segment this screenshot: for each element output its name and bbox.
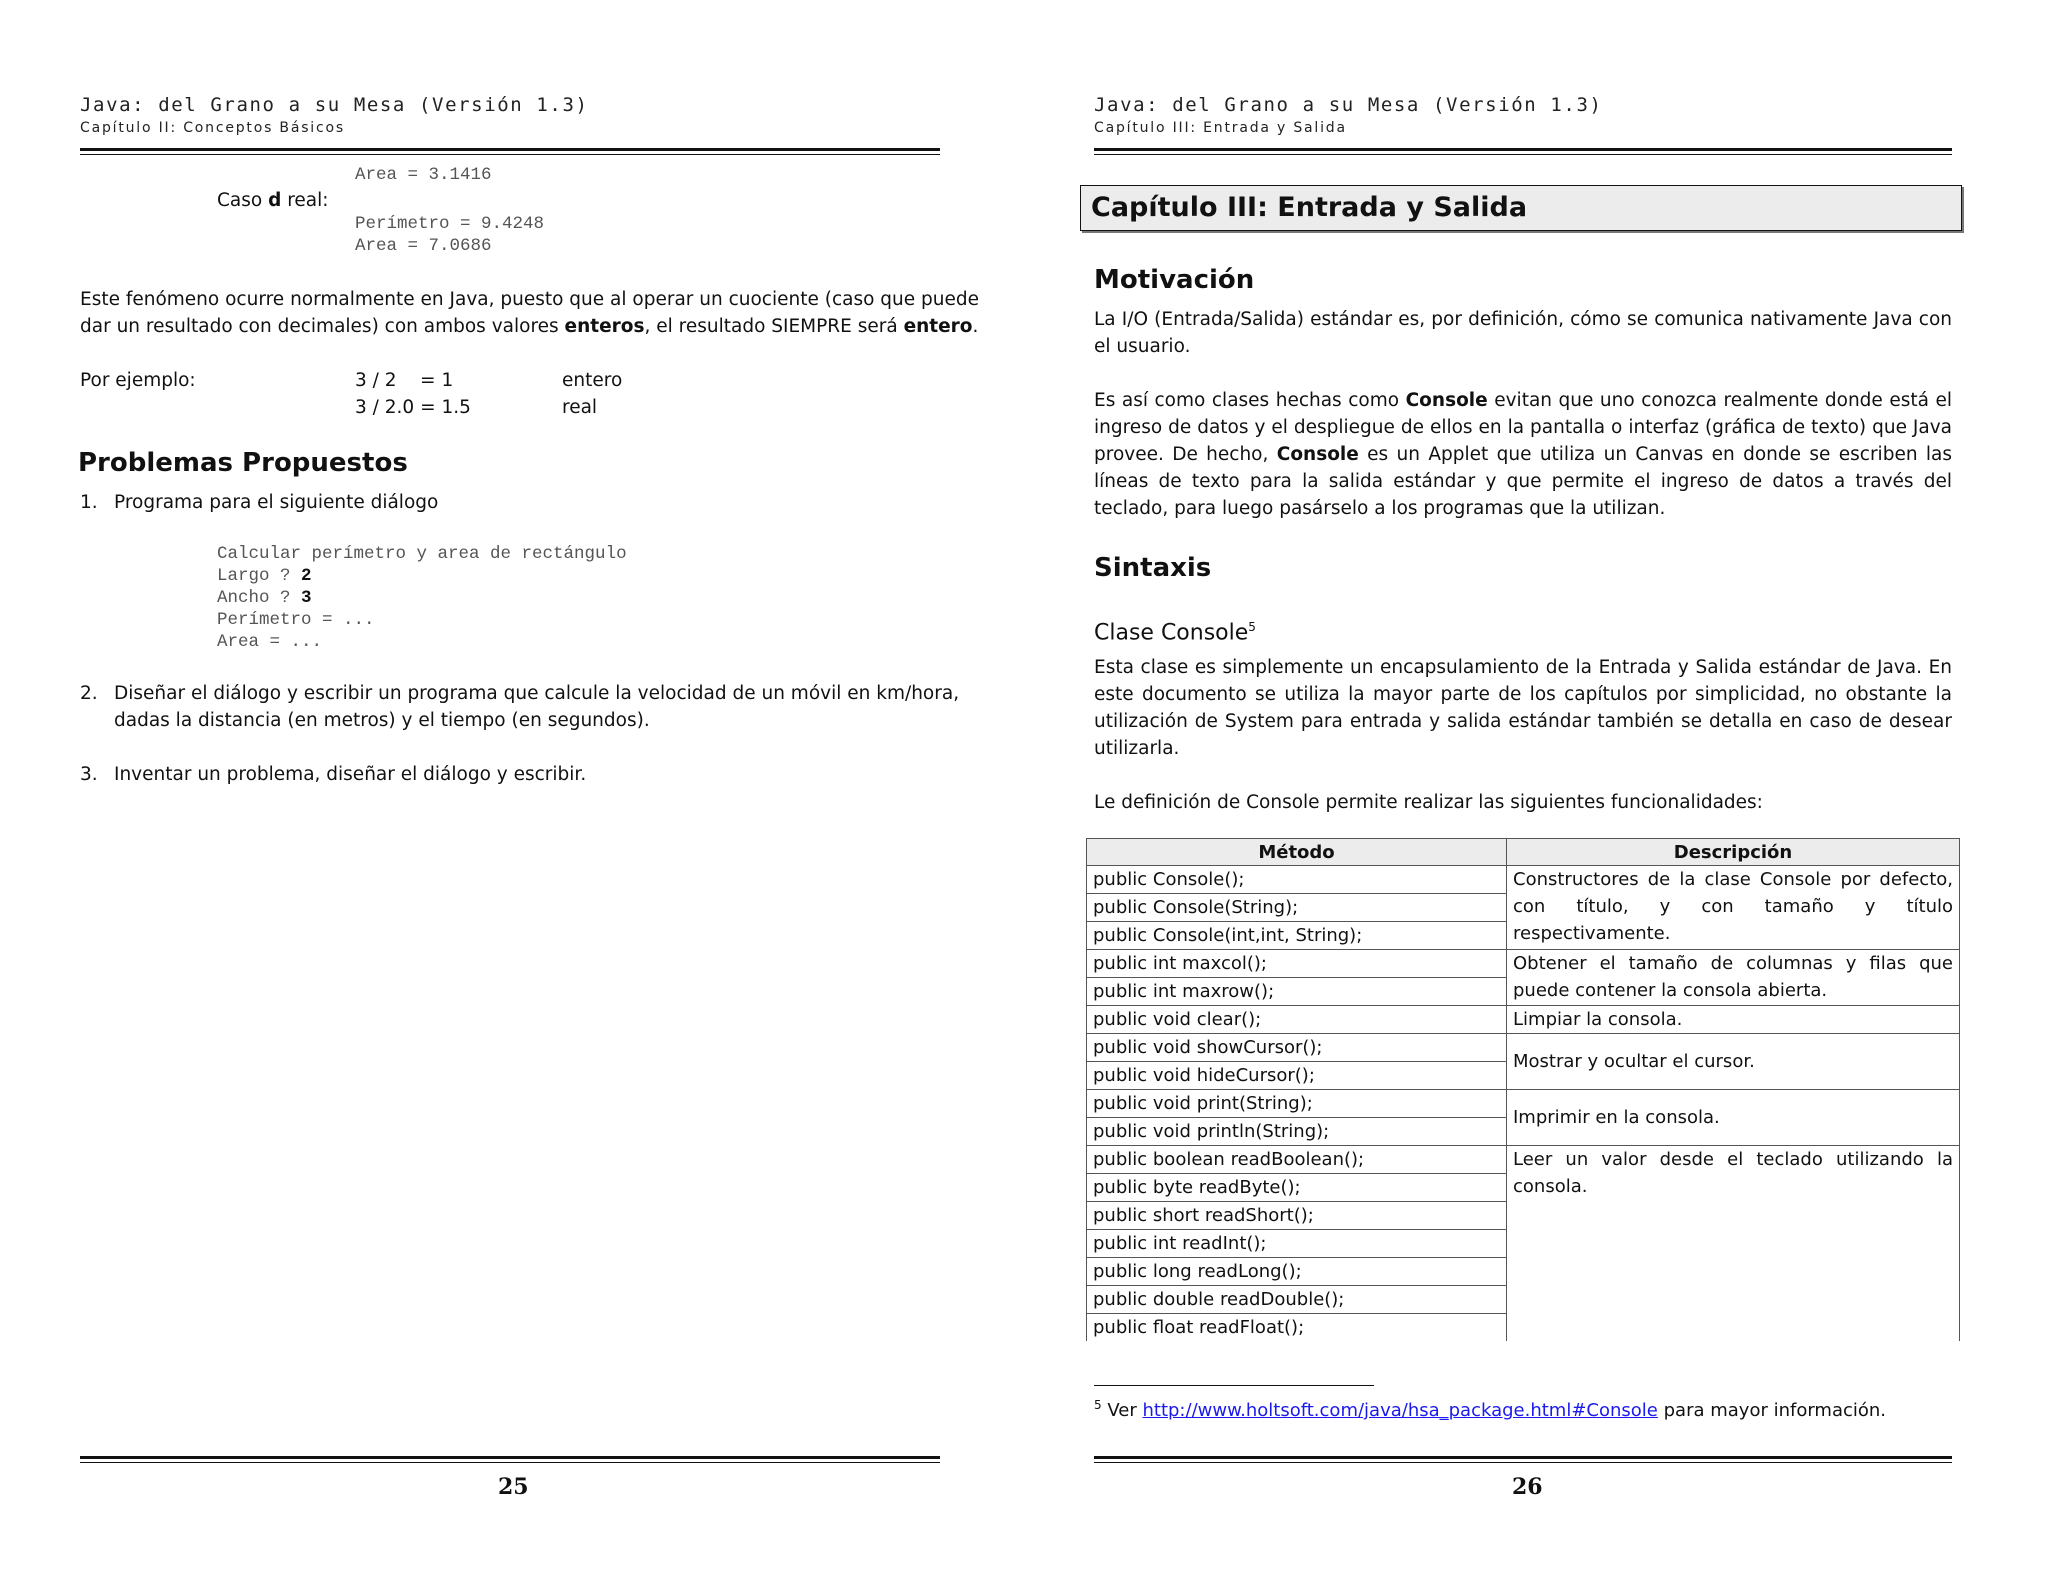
- method-cell: public void clear();: [1087, 1006, 1507, 1034]
- dialog-line-4: Perímetro = ...: [217, 610, 375, 630]
- method-cell: public int maxcol();: [1087, 950, 1507, 978]
- method-cell: public boolean readBoolean();: [1087, 1146, 1507, 1174]
- method-cell: public void println(String);: [1087, 1118, 1507, 1146]
- subheading-clase-console: Clase Console$^5$: [1094, 620, 1256, 646]
- description-cell: Limpiar la consola.: [1507, 1006, 1960, 1034]
- item-1-text: Programa para el siguiente diálogo: [114, 492, 439, 513]
- heading-sintaxis: Sintaxis: [1094, 553, 1212, 583]
- dialog-line-2: Largo ? 2: [217, 566, 312, 586]
- chapter-title-box: [1080, 185, 1962, 231]
- dialog-line-5: Area = ...: [217, 632, 323, 652]
- running-header-chapter: Capítulo II: Conceptos Básicos: [80, 120, 345, 136]
- paragraph-line-1: Este fenómeno ocurre normalmente en Java, puesto que al operar un cuociente (caso que puede: [80, 289, 980, 310]
- running-header-title: Java: del Grano a su Mesa (Versión 1.3): [80, 94, 589, 116]
- dialog-line-1: Calcular perímetro y area de rectángulo: [217, 544, 627, 564]
- method-cell: public void print(String);: [1087, 1090, 1507, 1118]
- method-cell: public void showCursor();: [1087, 1034, 1507, 1062]
- sintaxis-paragraph-1: Esta clase es simplemente un encapsulamiento de la Entrada y Salida estándar de Java. En este documento se utiliza la mayor parte de los capítulos por simplicidad, no obstante la utilización de System para entrada y salida estándar también se detalla en caso de desear utilizarla.: [1094, 657, 1952, 759]
- example-expr-2: 3 / 2.0 = 1.5: [355, 397, 471, 418]
- footnote-rule: [1094, 1385, 1374, 1386]
- table-header-row: [1087, 839, 1960, 866]
- method-cell: public Console(int,int, String);: [1087, 922, 1507, 950]
- footer-rule: [80, 1456, 940, 1463]
- table-row: [1087, 1006, 1960, 1034]
- description-cell: Leer un valor desde el teclado utilizando la consola.: [1507, 1146, 1960, 1342]
- heading-problemas: Problemas Propuestos: [78, 448, 408, 478]
- method-cell: public short readShort();: [1087, 1202, 1507, 1230]
- item-2-line-1: Diseñar el diálogo y escribir un programa que calcule la velocidad de un móvil en km/hora,: [114, 683, 960, 704]
- code-perimetro: Perímetro = 9.4248: [355, 214, 545, 234]
- code-area-1: Area = 3.1416: [355, 165, 492, 185]
- method-cell: public void hideCursor();: [1087, 1062, 1507, 1090]
- page-number: 25: [498, 1474, 529, 1500]
- footnote-ref[interactable]: 5: [1248, 620, 1256, 634]
- item-1-number: 1.: [80, 492, 98, 513]
- running-header-title: Java: del Grano a su Mesa (Versión 1.3): [1094, 94, 1603, 116]
- table-row: [1087, 866, 1960, 894]
- caso-label: Caso d real:: [217, 190, 329, 211]
- running-header-chapter: Capítulo III: Entrada y Salida: [1094, 120, 1347, 136]
- paragraph-line-2: dar un resultado con decimales) con ambos valores enteros, el resultado SIEMPRE será entero.: [80, 316, 979, 337]
- right-page: [1024, 0, 2048, 1582]
- footer-rule: [1094, 1456, 1952, 1463]
- footnote-link[interactable]: http://www.holtsoft.com/java/hsa_package.html#Console: [1142, 1400, 1658, 1421]
- description-cell: Obtener el tamaño de columnas y filas que puede contener la consola abierta.: [1507, 950, 1960, 1006]
- item-2-number: 2.: [80, 683, 98, 704]
- table-row: [1087, 1090, 1960, 1118]
- footnote: $^5$ Ver http://www.holtsoft.com/java/hsa_package.html#Console para mayor información.: [1094, 1398, 1887, 1421]
- method-cell: public long readLong();: [1087, 1258, 1507, 1286]
- method-cell: public double readDouble();: [1087, 1286, 1507, 1314]
- method-cell: public int maxrow();: [1087, 978, 1507, 1006]
- table-row: [1087, 1034, 1960, 1062]
- code-area-2: Area = 7.0686: [355, 236, 492, 256]
- description-cell: Mostrar y ocultar el cursor.: [1507, 1034, 1960, 1090]
- example-label: Por ejemplo:: [80, 370, 196, 391]
- column-header-description: Descripción: [1507, 839, 1960, 866]
- example-type-2: real: [562, 397, 598, 418]
- method-cell: public int readInt();: [1087, 1230, 1507, 1258]
- item-2-line-2: dadas la distancia (en metros) y el tiempo (en segundos).: [114, 710, 650, 731]
- console-methods-table: [1086, 838, 1960, 1341]
- right-page-content: [1068, 0, 2008, 1582]
- description-cell: Constructores de la clase Console por defecto, con título, y con tamaño y título respectivamente.: [1507, 866, 1960, 950]
- example-expr-1: 3 / 2 = 1: [355, 370, 454, 391]
- item-3-text: Inventar un problema, diseñar el diálogo y escribir.: [114, 764, 587, 785]
- dialog-line-3: Ancho ? 3: [217, 588, 312, 608]
- table-row: [1087, 950, 1960, 978]
- column-header-method: Método: [1087, 839, 1507, 866]
- heading-motivacion: Motivación: [1094, 265, 1255, 295]
- header-rule: [80, 148, 940, 155]
- sintaxis-paragraph-2: Le definición de Console permite realizar las siguientes funcionalidades:: [1094, 792, 1763, 813]
- method-cell: public float readFloat();: [1087, 1314, 1507, 1342]
- description-cell: Imprimir en la consola.: [1507, 1090, 1960, 1146]
- left-page-content: [78, 0, 980, 1582]
- header-rule: [1094, 148, 1952, 155]
- method-cell: public Console(String);: [1087, 894, 1507, 922]
- item-3-number: 3.: [80, 764, 98, 785]
- method-cell: public Console();: [1087, 866, 1507, 894]
- method-cell: public byte readByte();: [1087, 1174, 1507, 1202]
- motivacion-paragraph-2: Es así como clases hechas como Console evitan que uno conozca realmente donde está el ingreso de datos y el despliegue de ellos en la pantalla o interfaz (gráfica de texto) que Java provee. De hecho, Console es un Applet que utiliza un Canvas en donde se escriben las líneas de texto para la salida estándar y que permite el ingreso de datos a través del teclado, para luego pasárselo a los programas que la utilizan.: [1094, 390, 1953, 519]
- chapter-title: Capítulo III: Entrada y Salida: [1091, 192, 1528, 223]
- page-number: 26: [1512, 1474, 1543, 1500]
- motivacion-paragraph-1: La I/O (Entrada/Salida) estándar es, por definición, cómo se comunica nativamente Java con el usuario.: [1094, 309, 1952, 357]
- table-row: [1087, 1146, 1960, 1174]
- example-type-1: entero: [562, 370, 623, 391]
